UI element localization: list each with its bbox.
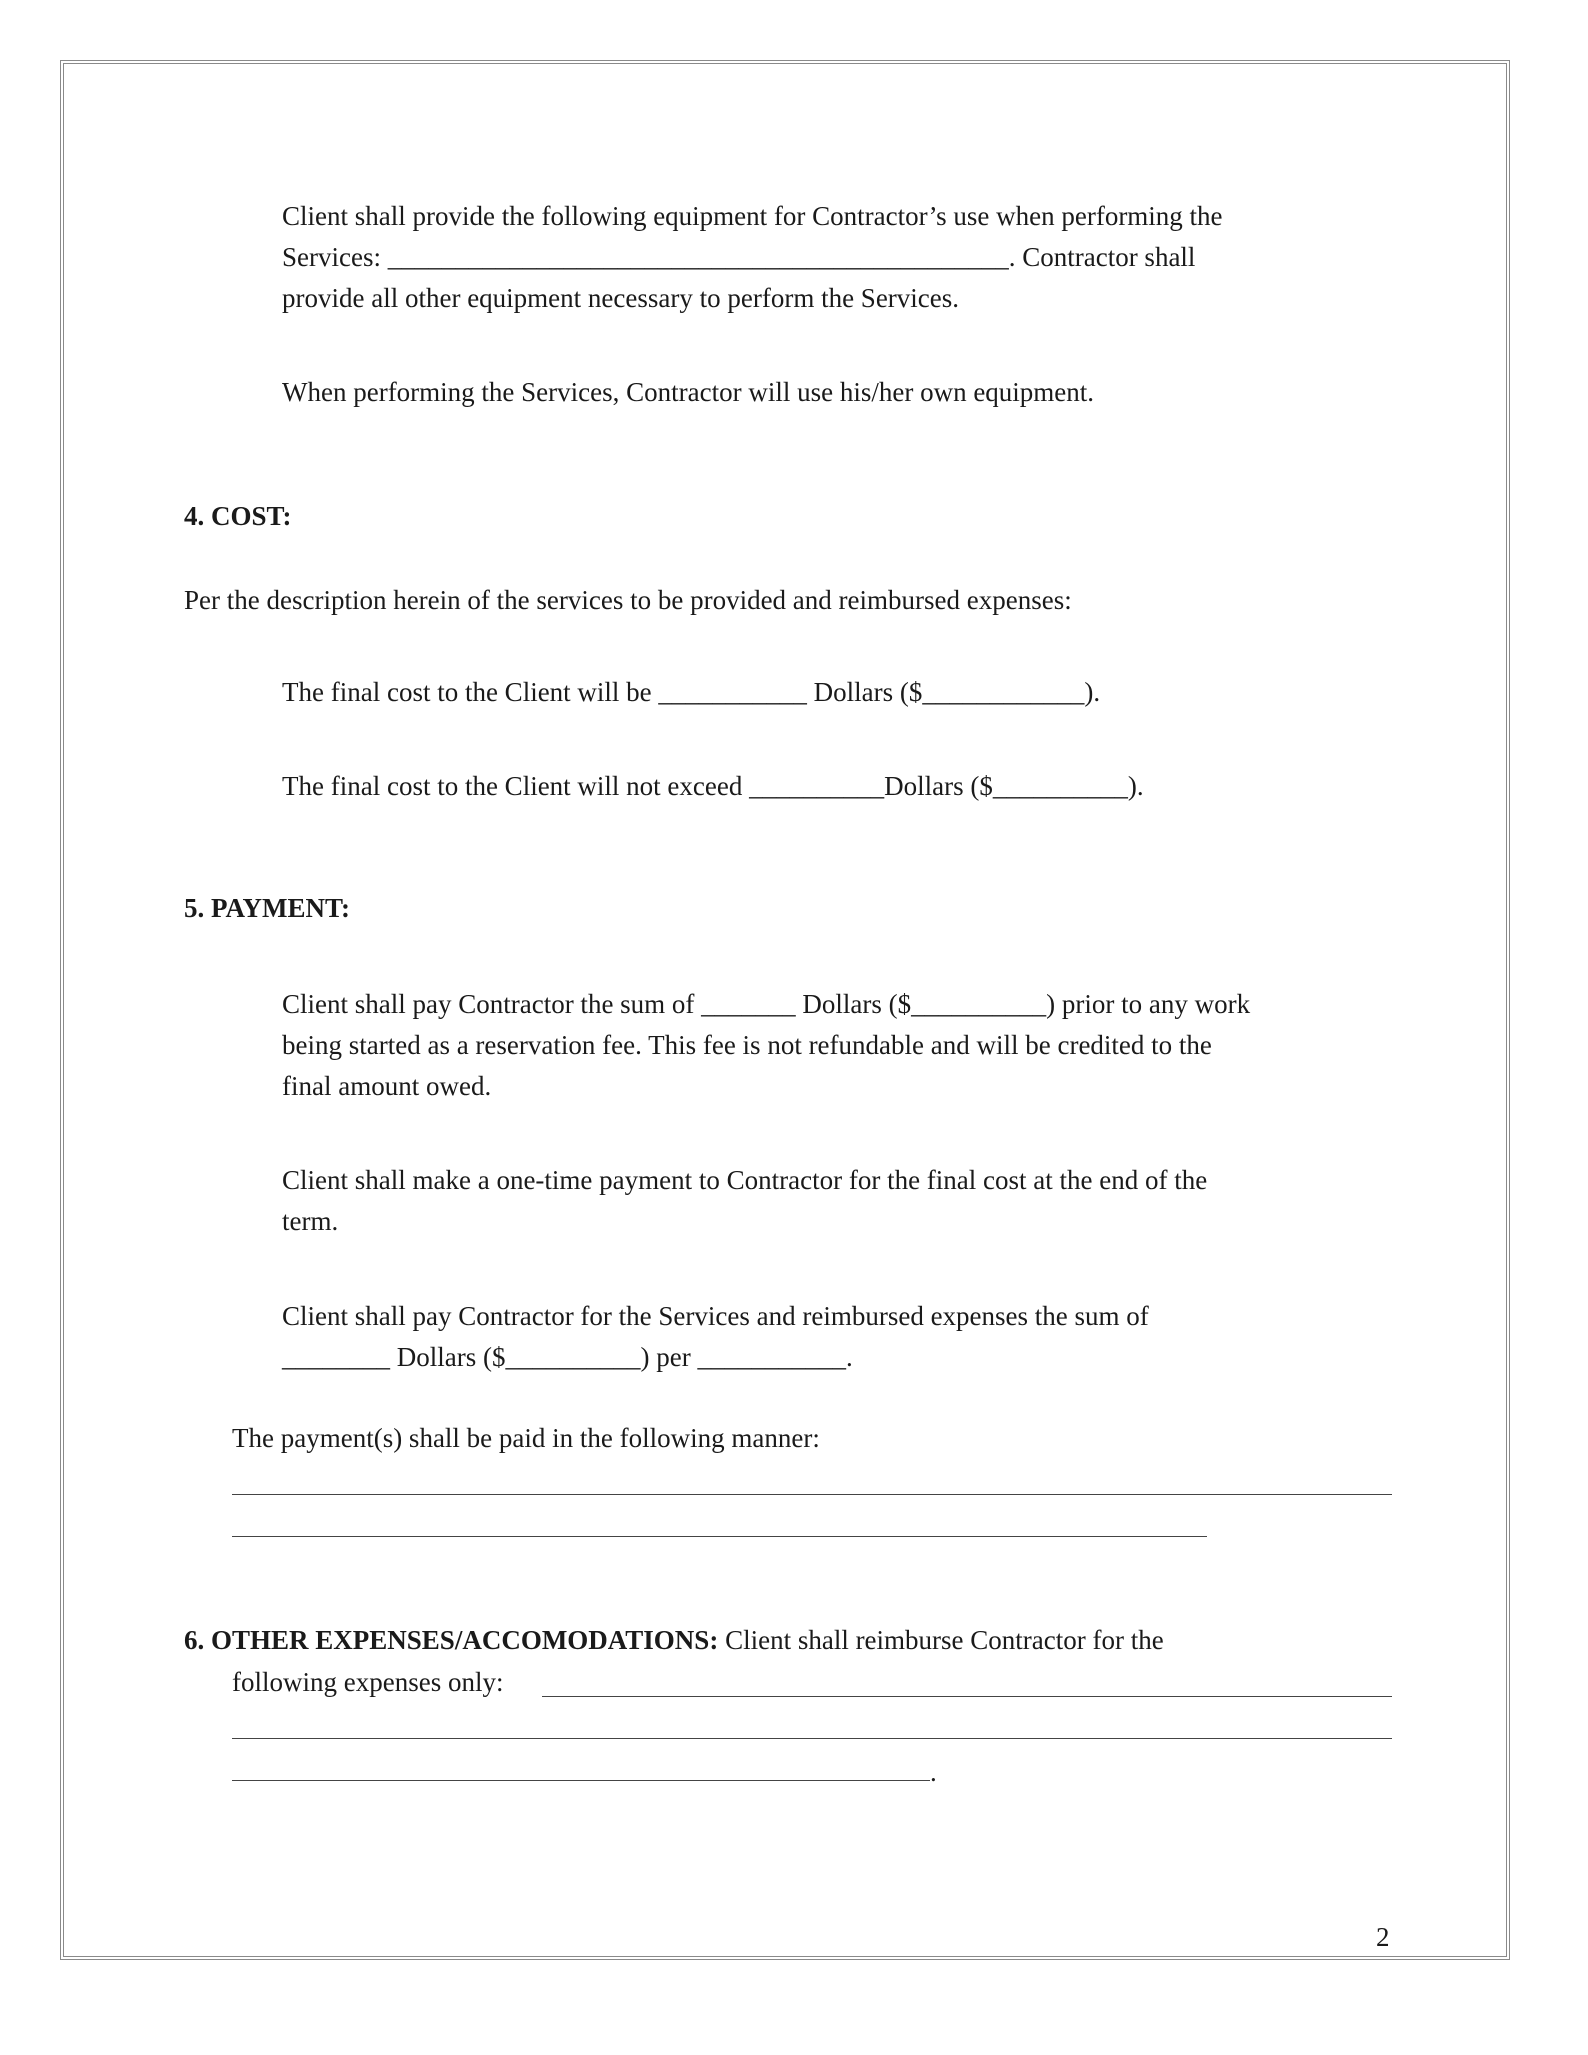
reservation-line-2: being started as a reservation fee. This fee is not refundable and will be credited to the [282,1030,1212,1060]
cost-intro: Per the description herein of the services to be provided and reimbursed expenses: [184,585,1072,615]
other-expenses-end-period: . [930,1757,937,1787]
recurring-line-2: ________ Dollars ($__________) per ___________. [282,1342,853,1372]
other-expenses-line-1 [184,1620,1164,1661]
payment-manner-blank-1[interactable] [232,1494,1392,1495]
recurring-line-1: Client shall pay Contractor for the Services and reimbursed expenses the sum of [282,1301,1149,1331]
other-expenses-heading: 6. OTHER EXPENSES/ACCOMODATIONS: [184,1625,719,1655]
other-expenses-blank-3[interactable] [232,1780,930,1781]
equipment-line-1: Client shall provide the following equipment for Contractor’s use when performing the [282,201,1223,231]
equipment-line-3: provide all other equipment necessary to perform the Services. [282,283,960,313]
reservation-paragraph [282,984,1250,1107]
one-time-line-2: term. [282,1206,339,1236]
final-cost-line: The final cost to the Client will be ___________ Dollars ($____________). [282,677,1101,707]
one-time-line-1: Client shall make a one-time payment to Contractor for the final cost at the end of the [282,1165,1208,1195]
page-number: 2 [1376,1922,1390,1952]
payment-heading: 5. PAYMENT: [184,893,350,923]
one-time-paragraph [282,1160,1207,1242]
cost-heading: 4. COST: [184,501,292,531]
other-expenses-blank-2[interactable] [232,1738,1392,1739]
equipment-paragraph [282,196,1223,319]
payment-manner-label: The payment(s) shall be paid in the following manner: [232,1423,820,1453]
equipment-line-2: Services: ______________________________________________. Contractor shall [282,242,1196,272]
other-expenses-blank-1[interactable] [542,1696,1392,1697]
payment-manner-blank-2[interactable] [232,1536,1207,1537]
not-exceed-line: The final cost to the Client will not exceed __________Dollars ($__________). [282,771,1144,801]
other-expenses-line-2: following expenses only: [232,1667,504,1697]
other-expenses-line-1-text: Client shall reimburse Contractor for the [718,1625,1164,1655]
recurring-paragraph [282,1296,1149,1378]
reservation-line-1: Client shall pay Contractor the sum of _______ Dollars ($__________) prior to any work [282,989,1251,1019]
own-equipment-paragraph: When performing the Services, Contractor will use his/her own equipment. [282,377,1095,407]
reservation-line-3: final amount owed. [282,1071,492,1101]
